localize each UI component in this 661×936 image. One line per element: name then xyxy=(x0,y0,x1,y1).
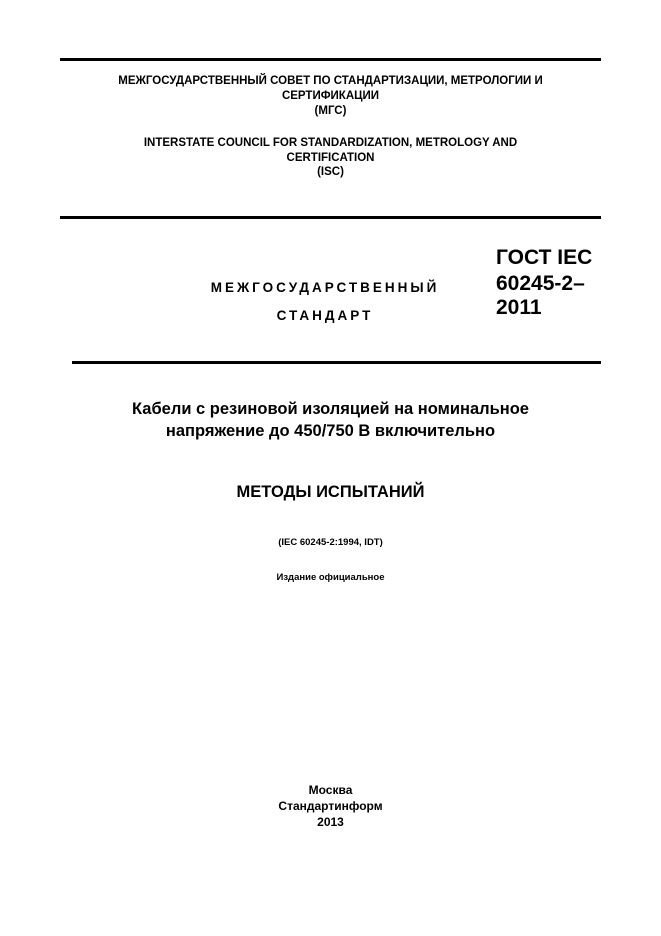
council-en-line2: CERTIFICATION xyxy=(286,152,375,164)
title-line2: напряжение до 450/750 В включительно xyxy=(165,422,496,440)
council-ru-line2: СЕРТИФИКАЦИИ xyxy=(281,90,380,102)
council-en-abbr: (ISC) xyxy=(317,166,344,178)
imprint-city: Москва xyxy=(308,783,353,797)
subtitle: МЕТОДЫ ИСПЫТАНИЙ xyxy=(236,483,425,501)
standard-type-line2: СТАНДАРТ xyxy=(276,308,374,323)
designation-line3: 2011 xyxy=(496,296,542,319)
council-ru-line1: МЕЖГОСУДАРСТВЕННЫЙ СОВЕТ ПО СТАНДАРТИЗАЦИИ, МЕТРОЛОГИИ И xyxy=(118,75,543,87)
bottom-rule xyxy=(72,361,601,364)
title-line1: Кабели с резиновой изоляцией на номинальное xyxy=(132,400,529,418)
top-rule xyxy=(60,58,601,61)
edition-note: Издание официальное xyxy=(276,572,385,583)
reference: (IEC 60245-2:1994, IDT) xyxy=(278,537,383,548)
middle-rule xyxy=(60,216,601,219)
imprint-publisher: Стандартинформ xyxy=(278,799,383,813)
council-en-line1: INTERSTATE COUNCIL FOR STANDARDIZATION, METROLOGY AND xyxy=(143,137,518,149)
council-ru-abbr: (МГС) xyxy=(314,105,347,117)
designation-line2: 60245-2– xyxy=(496,272,585,295)
designation-line1: ГОСТ IEC xyxy=(496,246,593,269)
standard-type-line1: МЕЖГОСУДАРСТВЕННЫЙ xyxy=(210,280,440,295)
imprint-year: 2013 xyxy=(317,815,344,829)
